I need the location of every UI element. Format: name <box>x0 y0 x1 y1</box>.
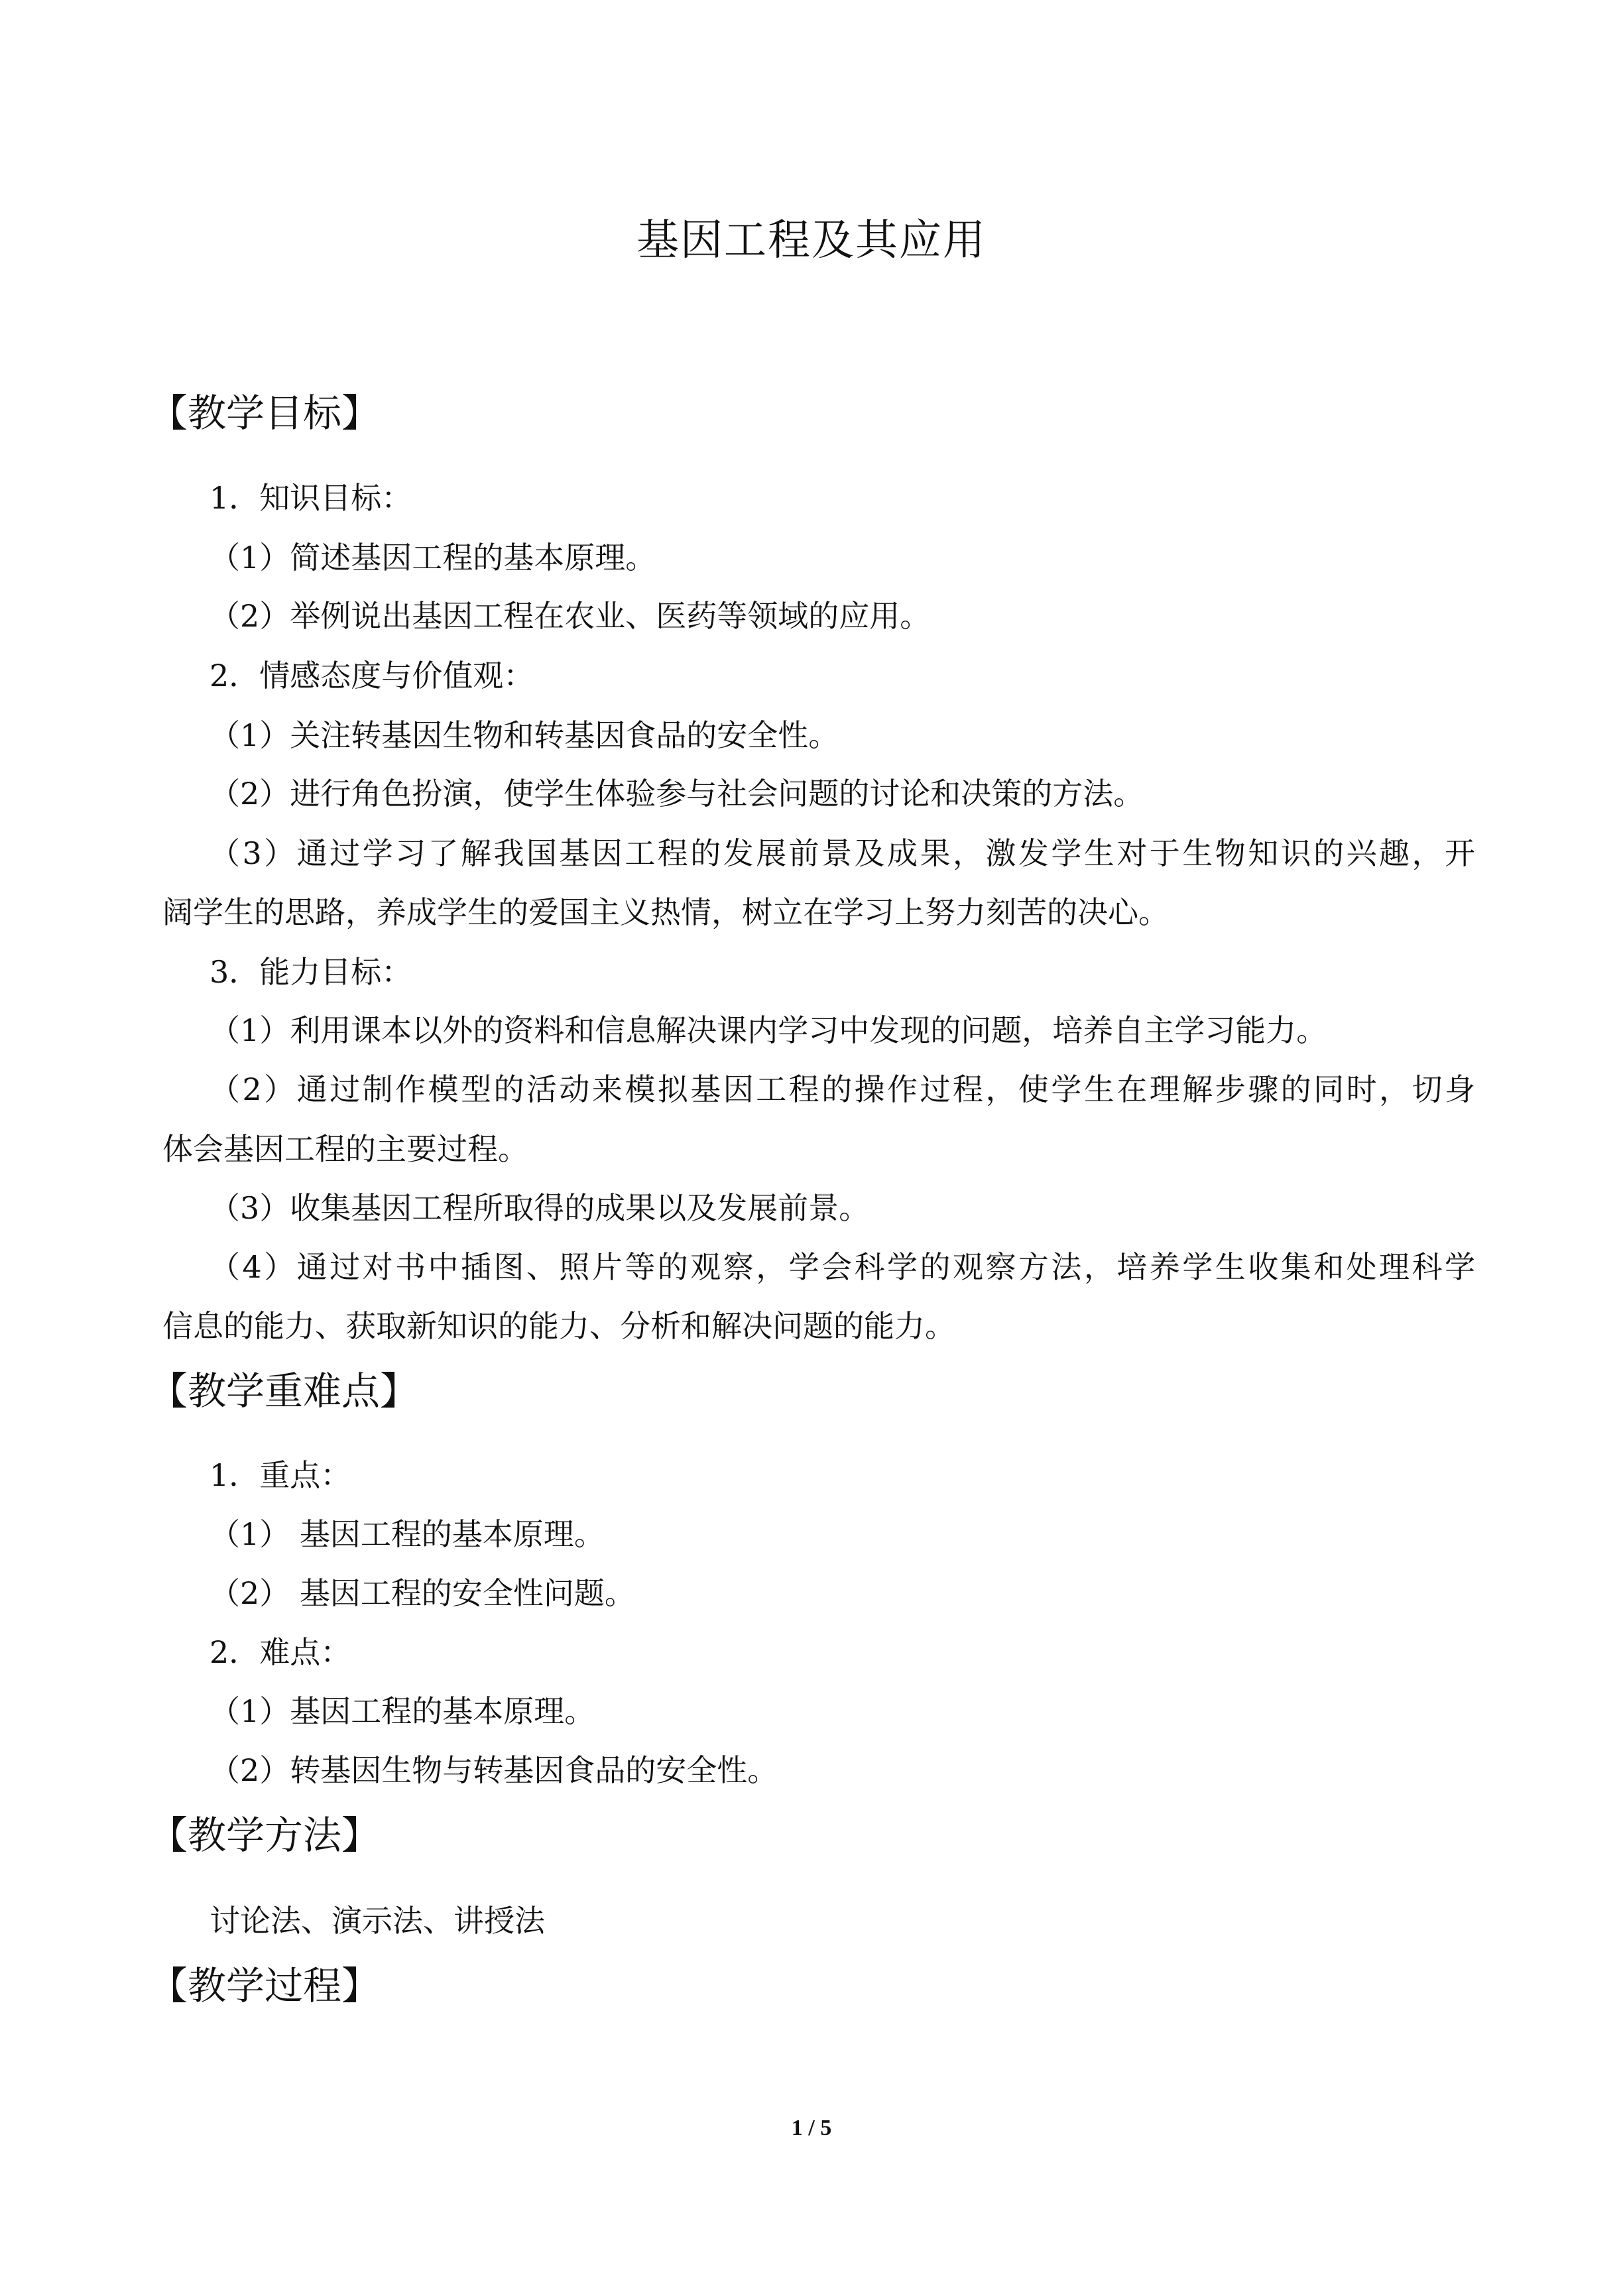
ability-objective-item-continued: 信息的能力、获取新知识的能力、分析和解决问题的能力。 <box>162 1308 955 1344</box>
section-heading-key-points: 【教学重难点】 <box>149 1368 419 1414</box>
section-heading-process: 【教学过程】 <box>149 1963 381 2008</box>
ability-objective-label: 3．能力目标： <box>210 954 412 990</box>
difficulty-label: 2．难点： <box>210 1634 351 1670</box>
focus-item: （2） 基因工程的安全性问题。 <box>210 1575 635 1611</box>
knowledge-objective-label: 1．知识目标： <box>210 480 412 516</box>
ability-objective-item: （1）利用课本以外的资料和信息解决课内学习中发现的问题，培养自主学习能力。 <box>210 1012 1327 1048</box>
document-title: 基因工程及其应用 <box>636 216 987 265</box>
ability-objective-item-continued: 体会基因工程的主要过程。 <box>162 1131 528 1167</box>
emotion-objective-item-continued: 阔学生的思路，养成学生的爱国主义热情，树立在学习上努力刻苦的决心。 <box>162 894 1169 930</box>
ability-objective-item: （2）通过制作模型的活动来模拟基因工程的操作过程，使学生在理解步骤的同时，切身 <box>210 1071 1475 1107</box>
difficulty-item: （1）基因工程的基本原理。 <box>210 1693 595 1729</box>
emotion-objective-item: （3）通过学习了解我国基因工程的发展前景及成果，激发学生对于生物知识的兴趣，开 <box>210 835 1475 871</box>
emotion-objective-item: （2）进行角色扮演，使学生体验参与社会问题的讨论和决策的方法。 <box>210 776 1144 812</box>
difficulty-item: （2）转基因生物与转基因食品的安全性。 <box>210 1752 778 1788</box>
emotion-objective-label: 2．情感态度与价值观： <box>210 658 534 694</box>
focus-item: （1） 基因工程的基本原理。 <box>210 1516 605 1552</box>
page-number: 1 / 5 <box>791 2116 832 2140</box>
section-heading-objectives: 【教学目标】 <box>149 391 381 436</box>
section-heading-methods: 【教学方法】 <box>149 1813 381 1858</box>
ability-objective-item: （3）收集基因工程所取得的成果以及发展前景。 <box>210 1190 870 1226</box>
ability-objective-item: （4）通过对书中插图、照片等的观察，学会科学的观察方法，培养学生收集和处理科学 <box>210 1249 1475 1285</box>
knowledge-objective-item: （2）举例说出基因工程在农业、医药等领域的应用。 <box>210 598 931 634</box>
emotion-objective-item: （1）关注转基因生物和转基因食品的安全性。 <box>210 717 839 753</box>
knowledge-objective-item: （1）简述基因工程的基本原理。 <box>210 540 656 575</box>
focus-label: 1．重点： <box>210 1457 351 1493</box>
methods-content: 讨论法、演示法、讲授法 <box>210 1903 545 1939</box>
